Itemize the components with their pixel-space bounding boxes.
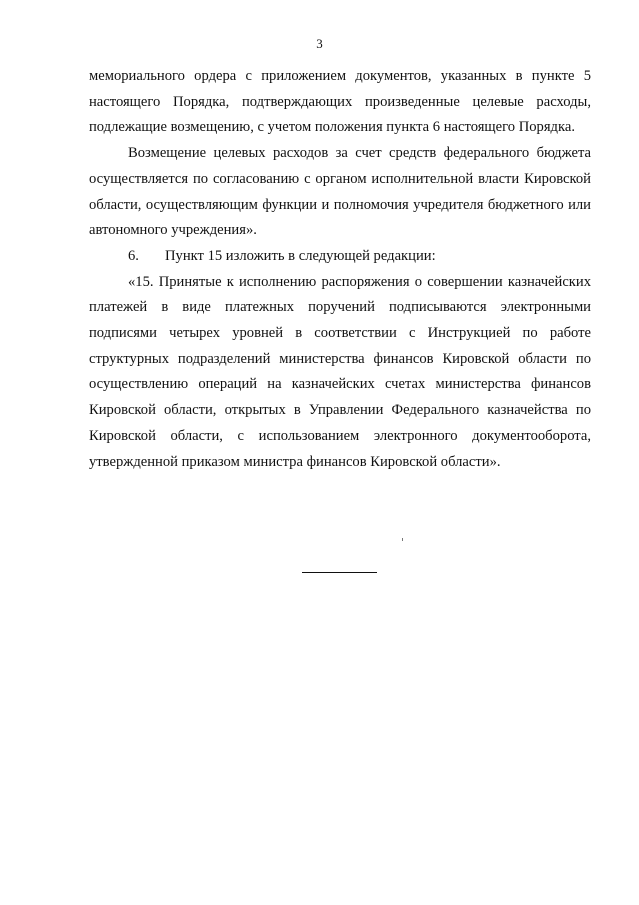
paragraph-reimbursement: Возмещение целевых расходов за счет средств федерального бюджета осуществляется по согласованию с органом исполнительной власти Кировской области, осуществляющим функции и полномочия учредителя бюджетного или автономного учреждения». bbox=[89, 145, 591, 239]
amendment-item bbox=[89, 244, 591, 270]
end-separator-line bbox=[302, 572, 377, 573]
scan-speck bbox=[402, 538, 403, 541]
paragraph-point-15: «15. Принятые к исполнению распоряжения о совершении казначейских платежей в виде платежных поручений подписываются электронными подписями четырех уровней в соответствии с Инструкцией по работе структурных подразделений министерства финансов Кировской области по осуществлению операций на казначейских счетах министерства финансов Кировской области, открытых в Управлении Федерального казначейства по Кировской области, с использованием электронного документооборота, утвержденной приказом министра финансов Кировской области». bbox=[89, 273, 591, 470]
document-body bbox=[89, 64, 591, 475]
amendment-item-text: Пункт 15 изложить в следующей редакции: bbox=[165, 247, 436, 264]
paragraph-continuation: мемориального ордера с приложением документов, указанных в пункте 5 настоящего Порядка, подтверждающих произведенные целевые расходы, подлежащие возмещению, с учетом положения пункта 6 настоящего Порядка. bbox=[89, 68, 591, 136]
amendment-item-number: 6. bbox=[128, 247, 139, 264]
page-number: 3 bbox=[316, 36, 323, 51]
